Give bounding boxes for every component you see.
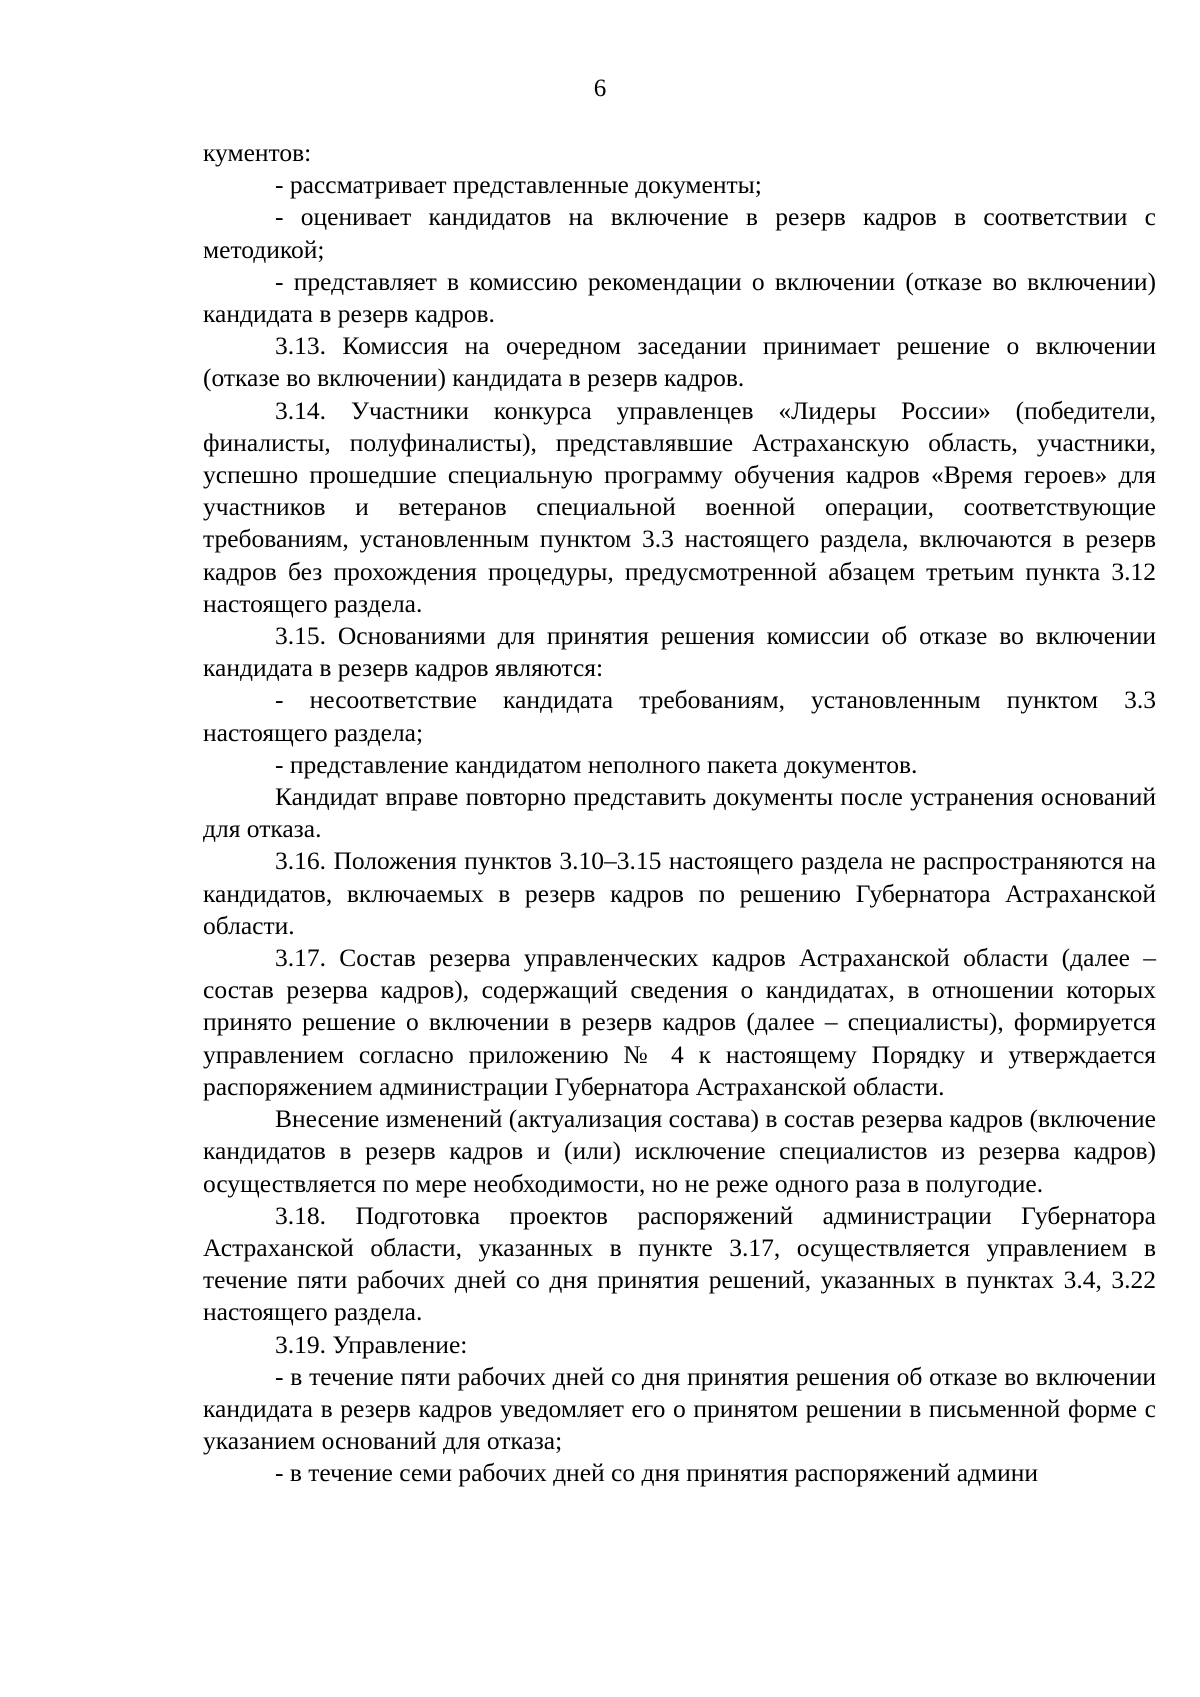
paragraph: - рассматривает представленные документы; xyxy=(275,170,762,200)
paragraph: - представление кандидатом неполного пакета документов. xyxy=(275,749,918,779)
document-body xyxy=(203,137,1156,1490)
paragraph: - оценивает кандидатов на включение в резерв кадров в соответствии с методикой; xyxy=(203,202,1156,264)
page-number: 6 xyxy=(593,75,607,102)
paragraph: - представляет в комиссию рекомендации о включении (отказе во включении) кандидата в резерв кадров. xyxy=(203,266,1156,329)
paragraph: 3.14. Участники конкурса управленцев «Лидеры России» (победители, финалисты, полуфиналисты), представлявшие Астраханскую область, участники, успешно прошедшие специальную программу обучения кадров «Время героев» для участников и ветеранов специальной военной операции, соответствующие требованиям, установленным пунктом 3.3 настоящего раздела, включаются в резерв кадров без прохождения процедуры, предусмотренной абзацем третьим пункта 3.12 настоящего раздела. xyxy=(203,395,1156,618)
paragraph: 3.13. Комиссия на очередном заседании принимает решение о включении (отказе во включении) кандидата в резерв кадров. xyxy=(203,331,1156,393)
paragraph: - в течение пяти рабочих дней со дня принятия решения об отказе во включении кандидата в резерв кадров уведомляет его о принятом решении в письменной форме с указанием оснований для отказа; xyxy=(203,1361,1156,1456)
paragraph: 3.15. Основаниями для принятия решения комиссии об отказе во включении кандидата в резерв кадров являются: xyxy=(203,621,1156,683)
paragraph: 3.19. Управление: xyxy=(275,1329,468,1359)
paragraph: 3.16. Положения пунктов 3.10–3.15 настоящего раздела не распространяются на кандидатов, включаемых в резерв кадров по решению Губернатора Астраханской области. xyxy=(203,846,1156,940)
paragraph: Внесение изменений (актуализация состава) в состав резерва кадров (включение кандидатов в резерв кадров и (или) исключение специалистов из резерва кадров) осуществляется по мере необходимости, но не реже одного раза в полугодие. xyxy=(203,1104,1156,1198)
paragraph: - в течение семи рабочих дней со дня принятия распоряжений админи xyxy=(275,1458,1039,1488)
paragraph: 3.18. Подготовка проектов распоряжений администрации Губернатора Астраханской области, указанных в пункте 3.17, осуществляется управлением в течение пяти рабочих дней со дня принятия решений, указанных в пунктах 3.4, 3.22 настоящего раздела. xyxy=(203,1200,1156,1327)
paragraph: Кандидат вправе повторно представить документы после устранения оснований для отказа. xyxy=(203,782,1156,844)
paragraph: кументов: xyxy=(203,138,312,167)
paragraph: 3.17. Состав резерва управленческих кадров Астраханской области (далее – состав резерва кадров), содержащий сведения о кандидатах, в отношении которых принято решение о включении в резерв кадров (далее – специалисты), формируется управлением согласно приложению № 4 к настоящему Порядку и утверждается распоряжением администрации Губернатора Астраханской области. xyxy=(203,943,1156,1101)
paragraph: - несоответствие кандидата требованиям, установленным пунктом 3.3 настоящего раздела; xyxy=(203,685,1156,747)
